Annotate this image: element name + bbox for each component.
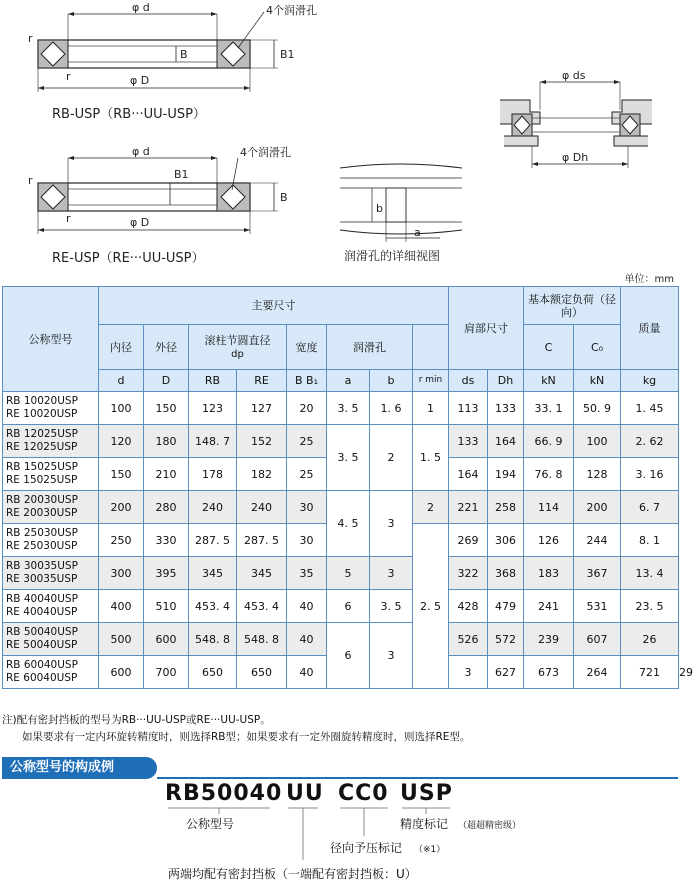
cell-ds: 164 [449, 458, 488, 491]
cell-a: 6 [327, 590, 370, 623]
cell-ds: 322 [449, 557, 488, 590]
cell-dh: 368 [488, 557, 524, 590]
cell-D: 700 [144, 656, 189, 689]
unit-B: B B₁ [287, 370, 327, 392]
unit-b: b [370, 370, 413, 392]
model-re: RE 15025USP [6, 474, 78, 486]
table-row [3, 590, 679, 623]
unit-D: D [144, 370, 189, 392]
rb-dim-D: φ D [130, 74, 150, 87]
header-model: 公称型号 [3, 287, 99, 392]
table-row [3, 623, 679, 656]
cell-re: 650 [237, 656, 287, 689]
cell-r: 2 [413, 491, 449, 524]
cell-c0: 531 [574, 590, 621, 623]
code-model: RB50040 [165, 781, 283, 806]
cell-d: 400 [99, 590, 144, 623]
header-width: 宽度 [287, 325, 327, 370]
cell-D: 330 [144, 524, 189, 557]
cell-r: 1. 5 [413, 425, 449, 491]
cell-kg: 2. 62 [621, 425, 679, 458]
cell-dh: 194 [488, 458, 524, 491]
rb-caption: RB-USP（RB···UU-USP） [52, 107, 206, 122]
cell-rb: 287. 5 [189, 524, 237, 557]
cell-B: 40 [287, 623, 327, 656]
shoulder-drawing [500, 69, 652, 168]
cell-D: 180 [144, 425, 189, 458]
cell-dh: 572 [488, 623, 524, 656]
model-cell [3, 623, 99, 656]
re-r-top: r [28, 174, 33, 187]
cell-ds: 113 [449, 392, 488, 425]
model-re: RE 12025USP [6, 441, 78, 453]
cell-re: 453. 4 [237, 590, 287, 623]
cell-re: 127 [237, 392, 287, 425]
header-shoulder: 肩部尺寸 [449, 287, 524, 370]
hole-caption: 润滑孔的详细视图 [344, 249, 441, 263]
re-caption: RE-USP（RE···UU-USP） [52, 251, 205, 266]
model-rb: RB 30035USP [6, 560, 78, 572]
hole-dim-b: b [376, 202, 383, 215]
note-seal: 注)配有密封挡板的型号为RB···UU-USP或RE···UU-USP。 [2, 714, 271, 726]
cell-dh: 133 [488, 392, 524, 425]
unit-kg: kg [621, 370, 679, 392]
header-pitch [189, 325, 287, 370]
cell-B: 30 [287, 524, 327, 557]
model-cell [3, 392, 99, 425]
cell-B: 25 [287, 425, 327, 458]
dim-Dh: φ Dh [562, 151, 589, 164]
cell-dh: 479 [488, 590, 524, 623]
cell-ds: 627 [488, 656, 524, 689]
cell-B: 25 [287, 458, 327, 491]
header-C0: C₀ [574, 325, 621, 370]
cell-dh: 164 [488, 425, 524, 458]
cell-a: 5 [327, 557, 370, 590]
model-rb: RB 20030USP [6, 494, 78, 506]
model-re: RE 40040USP [6, 606, 78, 618]
cell-a: 3. 5 [327, 425, 370, 491]
re-usp-drawing [28, 145, 291, 266]
model-rb: RB 60040USP [6, 659, 78, 671]
rb-dim-d: φ d [132, 1, 150, 14]
model-re: RE 20030USP [6, 507, 78, 519]
model-cell [3, 425, 99, 458]
cell-r: 1 [413, 392, 449, 425]
hole-dim-a: a [414, 226, 421, 239]
cell-d: 150 [99, 458, 144, 491]
cell-re: 182 [237, 458, 287, 491]
model-rb: RB 50040USP [6, 626, 78, 638]
cell-kg: 3. 16 [621, 458, 679, 491]
cell-b: 2 [370, 425, 413, 491]
cell-c: 264 [574, 656, 621, 689]
cell-d: 250 [99, 524, 144, 557]
header-lube: 润滑孔 [327, 325, 413, 370]
cell-c: 76. 8 [524, 458, 574, 491]
table-row [3, 491, 679, 524]
model-rb: RB 25030USP [6, 527, 78, 539]
cell-d: 300 [99, 557, 144, 590]
cell-rb: 650 [189, 656, 237, 689]
bearing-drawings [0, 0, 680, 285]
rb-r-bottom: r [66, 70, 71, 83]
section-title: 公称型号的构成例 [2, 757, 157, 779]
cell-c0: 128 [574, 458, 621, 491]
cell-dh: 673 [524, 656, 574, 689]
re-r-bottom: r [66, 212, 71, 225]
unit-r: r min [413, 370, 449, 392]
code-preload: CC0 [338, 781, 389, 806]
header-outer: 外径 [144, 325, 189, 370]
label-precision: 精度标记 [400, 817, 449, 831]
cell-rb: 240 [189, 491, 237, 524]
model-re: RE 25030USP [6, 540, 78, 552]
header-r-blank [413, 325, 449, 370]
cell-D: 280 [144, 491, 189, 524]
rb-dim-B: B [180, 48, 188, 61]
cell-c0: 244 [574, 524, 621, 557]
cell-B: 35 [287, 557, 327, 590]
rb-holes-label: 4个润滑孔 [266, 4, 317, 17]
cell-ds: 526 [449, 623, 488, 656]
model-cell [3, 557, 99, 590]
cell-b: 3 [370, 491, 413, 557]
label-preload-note: （※1） [414, 845, 446, 855]
label-precision-note: （超超精密级） [458, 821, 522, 831]
re-dim-B: B [280, 191, 288, 204]
cell-rb: 345 [189, 557, 237, 590]
cell-c: 239 [524, 623, 574, 656]
cell-rb: 453. 4 [189, 590, 237, 623]
cell-d: 200 [99, 491, 144, 524]
model-rb: RB 12025USP [6, 428, 78, 440]
cell-re: 345 [237, 557, 287, 590]
cell-D: 150 [144, 392, 189, 425]
cell-b: 3 [370, 557, 413, 590]
dim-ds: φ ds [562, 69, 586, 82]
cell-c0: 367 [574, 557, 621, 590]
cell-ds: 133 [449, 425, 488, 458]
cell-r: 3 [449, 656, 488, 689]
cell-c0: 50. 9 [574, 392, 621, 425]
cell-c: 114 [524, 491, 574, 524]
unit-RB: RB [189, 370, 237, 392]
cell-a: 3. 5 [327, 392, 370, 425]
header-mass: 质量 [621, 287, 679, 370]
cell-b: 3. 5 [370, 590, 413, 623]
section-divider [157, 777, 678, 779]
cell-B: 20 [287, 392, 327, 425]
model-cell [3, 458, 99, 491]
table-row [3, 557, 679, 590]
model-cell [3, 656, 99, 689]
rb-r-top: r [28, 32, 33, 45]
cell-D: 510 [144, 590, 189, 623]
model-re: RE 30035USP [6, 573, 78, 585]
cell-kg: 23. 5 [621, 590, 679, 623]
cell-b: 3 [370, 623, 413, 689]
cell-rb: 548. 8 [189, 623, 237, 656]
cell-dh: 258 [488, 491, 524, 524]
model-rb: RB 15025USP [6, 461, 78, 473]
cell-a: 4. 5 [327, 491, 370, 557]
re-dim-B1: B1 [174, 168, 189, 181]
header-load: 基本额定负荷（径向） [524, 287, 621, 325]
header-inner: 内径 [99, 325, 144, 370]
model-re: RE 60040USP [6, 672, 78, 684]
cell-r: 2. 5 [413, 524, 449, 689]
cell-d: 100 [99, 392, 144, 425]
cell-d: 500 [99, 623, 144, 656]
code-seal: UU [286, 781, 324, 806]
lube-hole-detail [340, 164, 462, 263]
cell-B: 40 [287, 656, 327, 689]
model-rb: RB 10020USP [6, 395, 78, 407]
note-selection: 如果要求有一定内环旋转精度时，则选择RB型；如果要求有一定外圈旋转精度时，则选择RE型。 [22, 731, 471, 743]
cell-kg: 26 [621, 623, 679, 656]
unit-Dh: Dh [488, 370, 524, 392]
cell-dh: 306 [488, 524, 524, 557]
cell-kg: 13. 4 [621, 557, 679, 590]
cell-d: 600 [99, 656, 144, 689]
code-precision: USP [400, 781, 453, 806]
cell-d: 120 [99, 425, 144, 458]
label-seal: 两端均配有密封挡板（一端配有密封挡板：U） [168, 867, 417, 881]
unit-RE: RE [237, 370, 287, 392]
rb-dim-B1: B1 [280, 48, 295, 61]
cell-c: 66. 9 [524, 425, 574, 458]
cell-re: 240 [237, 491, 287, 524]
model-cell [3, 524, 99, 557]
spec-table [2, 286, 693, 689]
cell-B: 30 [287, 491, 327, 524]
re-dim-D: φ D [130, 216, 150, 229]
cell-re: 152 [237, 425, 287, 458]
cell-re: 548. 8 [237, 623, 287, 656]
cell-D: 210 [144, 458, 189, 491]
unit-kN-C: kN [524, 370, 574, 392]
cell-D: 600 [144, 623, 189, 656]
header-pitch-label: 滚柱节圆直径 [204, 333, 271, 347]
unit-ds: ds [449, 370, 488, 392]
cell-c0: 100 [574, 425, 621, 458]
model-rb: RB 40040USP [6, 593, 78, 605]
unit-d: d [99, 370, 144, 392]
cell-c: 126 [524, 524, 574, 557]
cell-c: 183 [524, 557, 574, 590]
cell-kg: 6. 7 [621, 491, 679, 524]
cell-D: 395 [144, 557, 189, 590]
model-composition-diagram [0, 780, 680, 885]
label-model: 公称型号 [186, 817, 235, 831]
cell-c0: 607 [574, 623, 621, 656]
cell-B: 40 [287, 590, 327, 623]
cell-c: 241 [524, 590, 574, 623]
header-main: 主要尺寸 [99, 287, 449, 325]
cell-rb: 123 [189, 392, 237, 425]
model-re: RE 10020USP [6, 408, 78, 420]
cell-c0: 200 [574, 491, 621, 524]
cell-a: 6 [327, 623, 370, 689]
header-C: C [524, 325, 574, 370]
model-cell [3, 590, 99, 623]
cell-c0: 721 [621, 656, 679, 689]
re-holes-label: 4个润滑孔 [240, 146, 291, 159]
unit-label: 单位：mm [624, 274, 674, 285]
model-re: RE 50040USP [6, 639, 78, 651]
cell-ds: 269 [449, 524, 488, 557]
cell-ds: 428 [449, 590, 488, 623]
cell-ds: 221 [449, 491, 488, 524]
table-row: RB 60040USP RE 60040USP 600 700 650 650 40 3 627 673 264 721 29 [3, 656, 679, 689]
table-row [3, 425, 679, 458]
cell-rb: 148. 7 [189, 425, 237, 458]
table-row [3, 392, 679, 425]
cell-b: 1. 6 [370, 392, 413, 425]
cell-kg: 8. 1 [621, 524, 679, 557]
rb-usp-drawing [28, 1, 317, 122]
cell-rb: 178 [189, 458, 237, 491]
cell-re: 287. 5 [237, 524, 287, 557]
label-preload: 径向予压标记 [330, 841, 403, 855]
unit-a: a [327, 370, 370, 392]
re-dim-d: φ d [132, 145, 150, 158]
cell-kg: 1. 45 [621, 392, 679, 425]
model-cell [3, 491, 99, 524]
cell-c: 33. 1 [524, 392, 574, 425]
header-dp: dp [231, 348, 244, 360]
unit-kN-C0: kN [574, 370, 621, 392]
